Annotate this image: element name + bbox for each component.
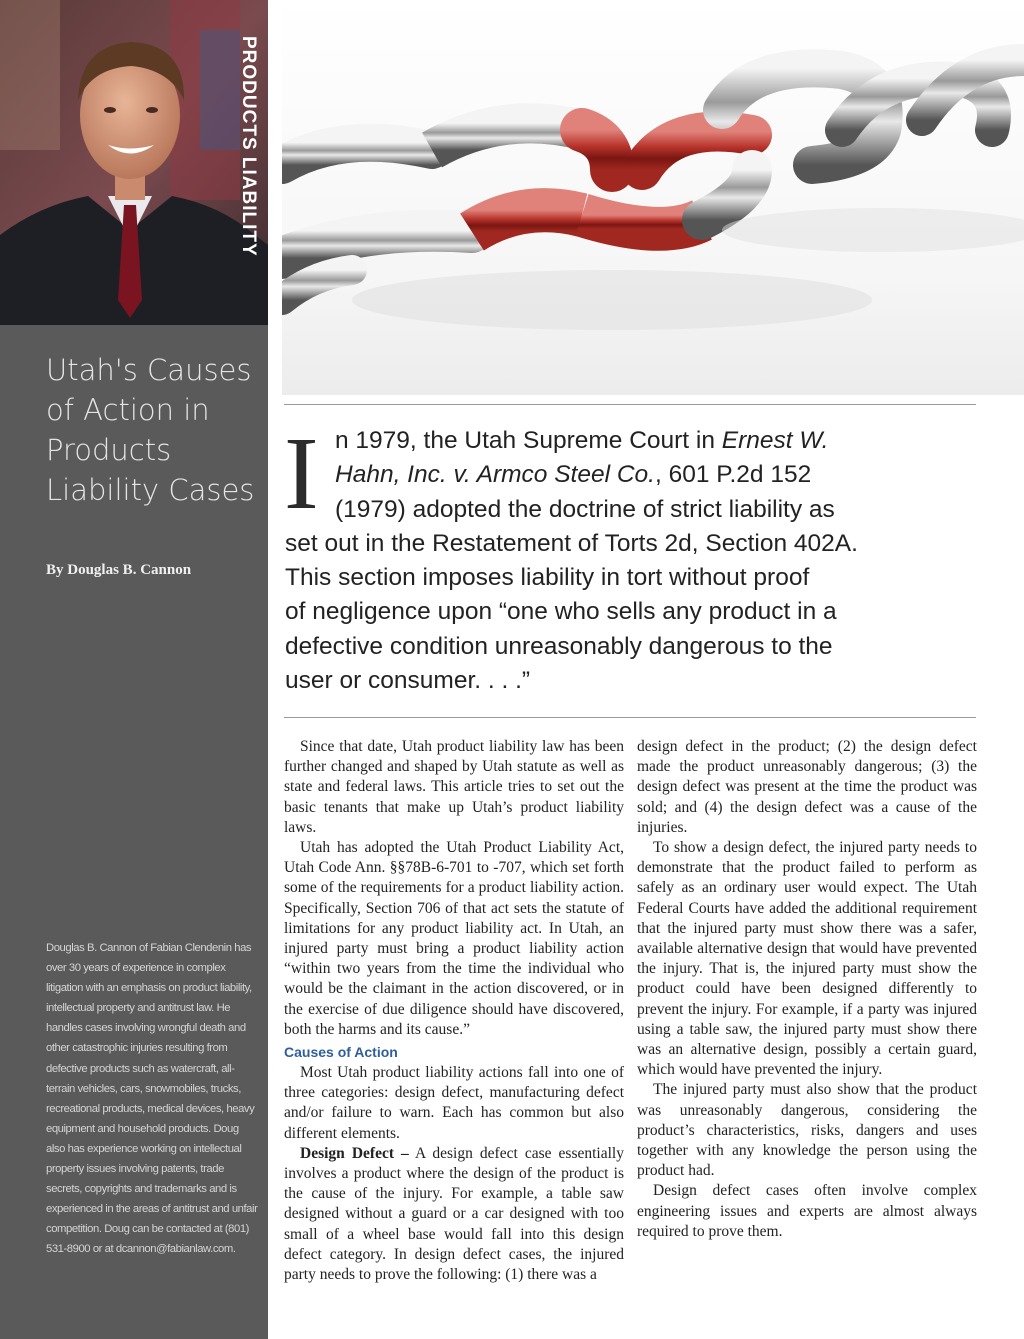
- subheading-lead: Design Defect –: [300, 1144, 409, 1162]
- sidebar: [0, 0, 268, 1339]
- body-paragraph: The injured party must also show that the product was unreasonably dangerous, considering the product’s characteristics, risks, dangers and uses together with any knowledge the person using the product had.: [637, 1081, 977, 1180]
- broken-chain-illustration: [282, 0, 1024, 395]
- lede-line: This section imposes liability in tort without proof: [285, 564, 810, 592]
- top-divider: [284, 404, 976, 405]
- lede-line: user or consumer. . . .”: [285, 667, 531, 695]
- body-paragraph: Design Defect – A design defect case essentially involves a product where the design of the product is the cause of the injury. For example, a table saw designed without a guard or a car designed with too small of a wheel base would fall into this design defect category. In design defect cases, the injured party needs to prove the following: (1) there was a: [284, 1144, 624, 1284]
- author-portrait: [0, 0, 268, 325]
- body-column-1: [284, 737, 624, 1285]
- drop-cap: I: [284, 416, 319, 531]
- author-bio: Douglas B. Cannon of Fabian Clendenin has over 30 years of experience in complex litigation with an emphasis on product liability, intellectual property and antitrust law. He handles cases involving wrongful death and other catastrophic injuries resulting from defective products such as watercraft, all-terrain vehicles, cars, snowmobiles, trucks, recreational products, medical devices, heavy equipment and household products. Doug also has experience working on intellectual property issues involving patents, trade secrets, copyrights and trademarks and is experienced in the areas of antitrust and unfair competition. Doug can be contacted at (801) 531-8900 or at dcannon@fabianlaw.com.: [46, 942, 258, 1256]
- lede-line: Hahn, Inc. v. Armco Steel Co., 601 P.2d 152: [335, 461, 812, 489]
- body-paragraph: Since that date, Utah product liability law has been further changed and shaped by Utah statute as well as state and federal laws. This article tries to set out the basic tenants that make up Utah’s product liability laws.: [284, 738, 624, 836]
- body-column-2: [637, 737, 977, 1242]
- section-label: PRODUCTS LIABILITY: [238, 36, 259, 257]
- lede-line: set out in the Restatement of Torts 2d, Section 402A.: [285, 529, 858, 557]
- body-paragraph-continued: design defect in the product; (2) the design defect made the product unreasonably dangerous; (3) the design defect was present at the time the product was sold; and (4) the design defect was a cause of the injuries.: [637, 738, 977, 836]
- body-paragraph: Design defect cases often involve complex engineering issues and experts are almost always required to prove them.: [637, 1182, 977, 1240]
- lede-paragraph: [284, 416, 977, 698]
- author-byline: By Douglas B. Cannon: [46, 562, 192, 578]
- body-paragraph: Utah has adopted the Utah Product Liability Act, Utah Code Ann. §§78B-6-701 to -707, which set forth some of the requirements for a product liability action. Specifically, Section 706 of that act sets the statute of limitations for any product liability act. In Utah, an injured party must bring a product liability action “within two years from the time the individual who would be the claimant in the action discovered, or in the exercise of due diligence should have discovered, both the harms and its cause.”: [284, 839, 624, 1038]
- bottom-divider: [284, 717, 976, 718]
- lede-line: (1979) adopted the doctrine of strict liability as: [335, 495, 835, 523]
- section-heading: Causes of Action: [284, 1044, 398, 1061]
- article-title: Utah's Causes of Action in Products Liability Cases: [46, 353, 255, 507]
- lede-line: n 1979, the Utah Supreme Court in Ernest W.: [335, 427, 829, 454]
- body-paragraph: Most Utah product liability actions fall into one of three categories: design defect, manufacturing defect and/or failure to warn. Each has common but also different elements.: [284, 1064, 624, 1142]
- body-paragraph: To show a design defect, the injured party needs to demonstrate that the product failed to perform as safely as an ordinary user would expect. The Utah Federal Courts have added the additional requirement that the injured party must show there was a safer, available alternative design that would have prevented the injury. That is, the injured party must show the product could have been designed differently to prevent the injury. For example, if a party was injured using a table saw, the injured party must show there was an alternative design, possibly a certain guard, which would have prevented the injury.: [637, 839, 977, 1079]
- lede-line: defective condition unreasonably dangerous to the: [285, 632, 833, 660]
- lede-line: of negligence upon “one who sells any product in a: [285, 598, 837, 626]
